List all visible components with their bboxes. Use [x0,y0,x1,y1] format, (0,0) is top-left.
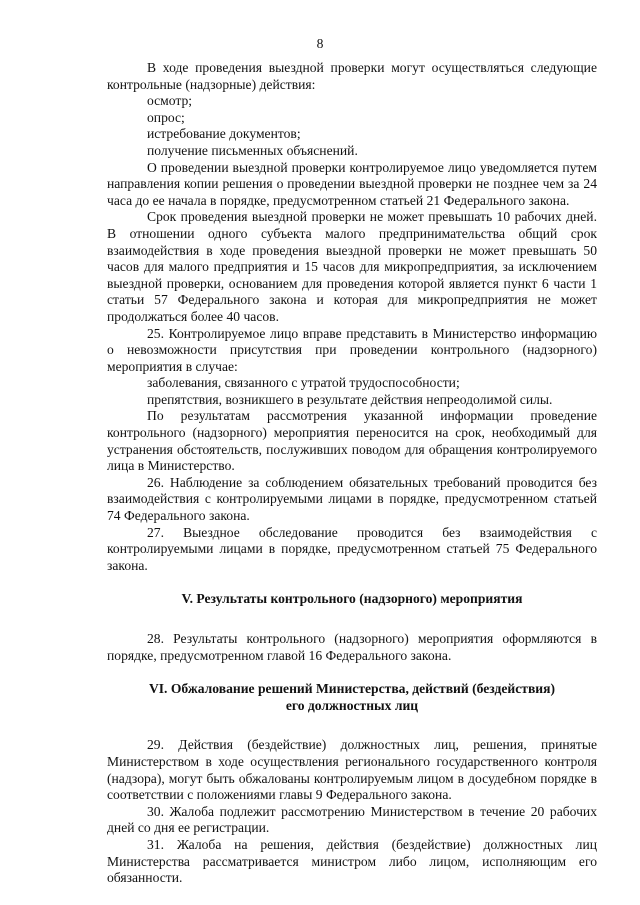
section-heading-v: V. Результаты контрольного (надзорного) мероприятия [181,591,523,607]
section-gap [107,714,597,737]
page-number: 8 [316,36,324,51]
paragraph: О проведении выездной проверки контролируемое лицо уведомляется путем направления копии решения о проведении выездной проверки не позднее чем за 24 часа до ее начала в порядке, предусмотренном статьей 21 Федерального закона. [107,159,597,208]
paragraph: Срок проведения выездной проверки не может превышать 10 рабочих дней. В отношении одного субъекта малого предпринимательства общий срок взаимодействия в ходе проведения выездной проверки не может превышать 50 часов для малого предприятия и 15 часов для микропредприятия, за исключением выездной проверки, основанием для проведения которой является пункт 6 части 1 статьи 57 Федерального закона и которая для микропредприятия не может продолжаться более 40 часов. [107,209,597,324]
section-gap [107,608,597,631]
heading-line: его должностных лиц [285,697,419,713]
document-body [107,60,597,887]
paragraph-25: 25. Контролируемое лицо вправе представить в Министерство информацию о невозможности присутствия при проведении контрольного (надзорного) мероприятия в случае: [107,325,597,374]
paragraph-29: 29. Действия (бездействие) должностных лиц, решения, принятые Министерством в ходе осуществления регионального государственного контроля (надзора), могут быть обжалованы контролируемым лицом в досудебном порядке в соответствии с положениями главы 9 Федерального закона. [107,737,597,803]
paragraph: По результатам рассмотрения указанной информации проведение контрольного (надзорного) мероприятия переносится на срок, необходимый для устранения обстоятельств, послуживших поводом для обращения контролируемого лица в Министерство. [107,408,597,474]
section-heading-vi [107,681,597,714]
heading-line: VI. Обжалование решений Министерства, действий (бездействия) [148,681,556,697]
paragraph-31: 31. Жалоба на решения, действия (бездействие) должностных лиц Министерства рассматривается министром либо лицом, исполняющим его обязанности. [107,836,597,886]
paragraph-30: 30. Жалоба подлежит рассмотрению Министерством в течение 20 рабочих дней со дня ее регистрации. [107,803,597,836]
paragraph: В ходе проведения выездной проверки могут осуществляться следующие контрольные (надзорные) действия: [107,60,597,92]
paragraph-28: 28. Результаты контрольного (надзорного) мероприятия оформляются в порядке, предусмотренном главой 16 Федерального закона. [107,631,597,663]
paragraph-26: 26. Наблюдение за соблюдением обязательных требований проводится без взаимодействия с контролируемыми лицами в порядке, предусмотренном статьей 74 Федерального закона. [107,474,597,524]
list-item: осмотр; [147,93,193,109]
paragraph-27: 27. Выездное обследование проводится без взаимодействия с контролируемыми лицами в порядке, предусмотренном статьей 75 Федерального закона. [107,524,597,573]
section-gap [107,574,597,591]
list-item: получение письменных объяснений. [147,142,358,158]
list-item: заболевания, связанного с утратой трудоспособности; [147,375,460,391]
list-item: истребование документов; [147,126,301,142]
section-gap [107,664,597,681]
list-item: препятствия, возникшего в результате действия непреодолимой силы. [147,391,553,407]
list-item: опрос; [147,109,185,125]
